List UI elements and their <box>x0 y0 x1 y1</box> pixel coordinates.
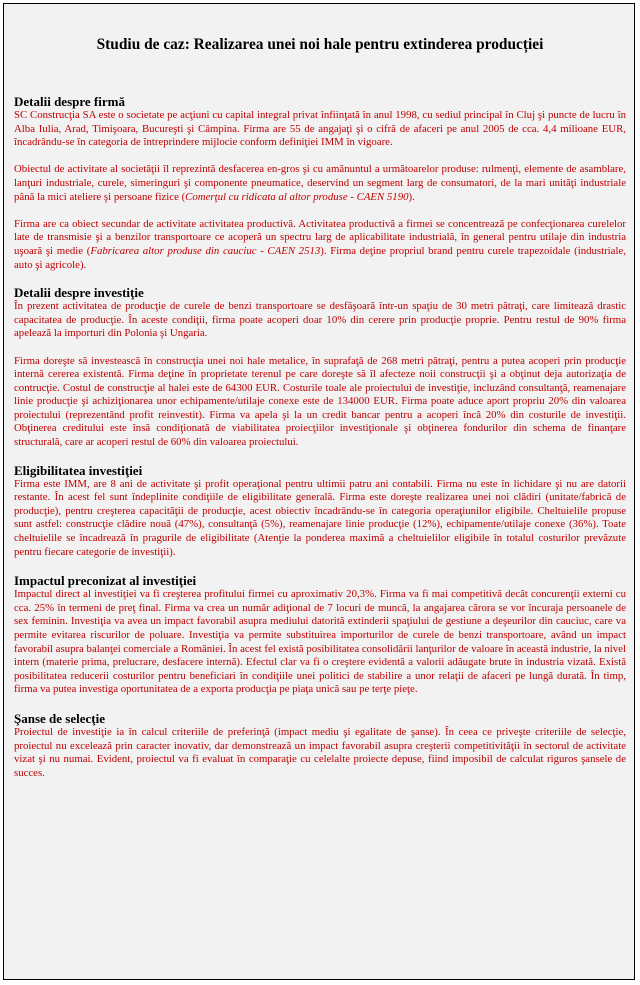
paragraph: Firma doreşte să investească în construcţia unei noi hale metalice, în suprafaţă de 268 metri pătraţi, pentru a putea acoperi prin producţie internă cererea existentă. Firma deţine în proprietate terenul pe care doreşte să îl afecteze noii construcţii şi a obţinut deja autorizaţia de contrucţie. Costul de construcţie al halei este de 64300 EUR. Costurile toale ale proiectului de investiţie, incluzând consultanţă, reamenajare linie producţie şi achiziţionarea unor echipamente/utilaje conexe este de 134000 EUR. Firma poate aduce aport propriu 20% din valoarea proiectului (reprezentând profit reinvestit). Firma va apela şi la un credit bancar pentru a acoperi încă 20% din costurile de investiţii. Obţinerea creditului este însă condiţionată de viabilitatea proiecţiilor investiţionale şi obţinerea fondurilor din schema de finanţare structurală, care ar acoperi restul de 60% din valoarea proiectului. <box>14 354 626 449</box>
section-heading: Impactul preconizat al investiţiei <box>14 573 197 589</box>
paragraph <box>14 163 626 204</box>
section-investment-details <box>14 285 626 450</box>
paragraph-text: ). <box>408 190 415 203</box>
section-impact <box>14 573 626 697</box>
paragraph-text: Firma are ca obiect secundar de activitate activitatea productivă. Activitatea productivă a firmei se concentrează pe confecţionarea curelelor late de transmisie şi a benzilor transportoare ce acoperă un spectru larg de aplicabilitate industrială, în general pentru utilaje din industria uşoară şi medie ( <box>14 217 626 257</box>
paragraph: Impactul direct al investiţiei va fi creşterea profitului firmei cu aproximativ 20,3%. Firma va fi mai competitivă decât concurenţii externi cu cca. 25% în termeni de preţ final. Firma va crea un număr adiţional de 7 locuri de muncă, la angajarea cărora se vor încuraja persoanele de sex feminin. Investiţia va avea un impact favorabil asupra mediului datorită extinderii spaţiului de gestiune a deşeurilor din cauciuc, care va permite evitarea riscurilor de poluare. Investiţia va permite substituirea importurilor de curele de benzi transportoare, având un impact favorabil asupra balanţei comerciale a României. În acest fel există posibilitatea consolidării lanţurilor de valoare în această industrie, la nivel intern (materie prima, prelucrare, desfacere internă). Efectul clar va fi o creştere evidentă a valorii adăugate brute în industria vizată. Există posibilitatea reducerii costurilor pentru beneficiari în condiţiile unei politici de stabilire a unor relaţii de afaceri pe lungă durată. În timp, firma va putea investiga oportunitatea de a exporta producţia pe piaţa unică sau pe terţe pieţe. <box>14 588 626 696</box>
caen-code-italic: Fabricarea altor produse din cauciuc - CAEN 2513 <box>90 244 321 257</box>
page-title: Studiu de caz: Realizarea unei noi hale pentru extinderea producției <box>96 36 544 53</box>
paragraph-text: ). Firma deţine propriul brand pentru curele trapezoidale (industriale, auto şi agricole). <box>14 244 626 271</box>
paragraph: În prezent activitatea de producţie de curele de benzi transportoare se desfăşoară într-un spaţiu de 30 metri pătraţi, care limitează drastic capacitatea de producţie. În aceste condiţii, firma poate acoperi doar 10% din cerere prin producţie proprie. Pentru restul de 90% firma apelează la importuri din Polonia şi Ungaria. <box>14 300 626 340</box>
section-heading: Detalii despre investiţie <box>14 285 144 301</box>
section-heading: Detalii despre firmă <box>14 94 125 109</box>
section-heading: Eligibilitatea investiţiei <box>14 462 143 478</box>
paragraph: Firma este IMM, are 8 ani de activitate şi profit operaţional pentru ultimii patru ani contabili. Firma nu este în lichidare şi nu are datorii restante. În acest fel sunt îndeplinite condiţiile de eligibilitate generală. Firma este doreşte realizarea unei noi clădiri (unitate/fabrică de producţie), pentru creşterea capacităţii de producţie, acest obiectiv încadrându-se în categoria operaţiunilor eligibile. Cheltuielile propuse sunt astfel: construcţie clădire nouă (47%), consultanţă (5%), reamenajare linie producţie (12%), echipamente/utilaje conexe (36%). Toate cheltuielile se încadrează în pragurile de eligibilitate (Atenţie la ponderea maximă a cheltuielilor eligibile în totalul costurilor prevăzute pentru fiecare categorie de investiţii). <box>14 477 626 558</box>
paragraph-text: Obiectul de activitate al societăţii îl reprezintă desfacerea en-gros şi cu amănuntul a următoarelor produse: rulmenţi, elemente de asamblare, lanţuri industriale, curele, simeringuri şi componente pneumatice, deservind un segment larg de consumatori, de la mari unităţi industriale până la mici ateliere şi persoane fizice ( <box>14 163 626 203</box>
section-eligibility <box>14 463 626 560</box>
paragraph <box>14 218 626 272</box>
case-study-page <box>3 3 635 980</box>
section-company-details <box>14 94 626 272</box>
section-heading: Şanse de selecţie <box>14 710 105 726</box>
paragraph: SC Construcţia SA este o societate pe acţiuni cu capital integral privat înfiinţată în anul 1998, cu sediul principal în Cluj şi puncte de lucru în Alba Iulia, Arad, Timişoara, Bucureşti şi Câmpina. Firma are 55 de angajaţi şi o cifră de afaceri pe anul 2005 de cca. 4,4 milioane EUR, încadrându-se în categoria de întreprindere mijlocie conform definiţiei IMM în vigoare. <box>14 109 626 149</box>
caen-code-italic: Comerţul cu ridicata al altor produse - CAEN 5190 <box>185 190 409 203</box>
section-selection-chances <box>14 711 626 780</box>
paragraph: Proiectul de investiţie ia în calcul criteriile de preferinţă (impact mediu şi egalitate de şanse). În ceea ce priveşte criteriile de selecţie, proiectul nu excelează prin caracter inovativ, dar demonstrează un impact favorabil asupra creşterii competitivităţii în sectorul de activitate vizat şi nu numai. Evident, proiectul va fi evaluat în comparaţie cu celelalte proiecte depuse, fiind imposibil de calculat riguros şansele de succes. <box>14 725 626 779</box>
